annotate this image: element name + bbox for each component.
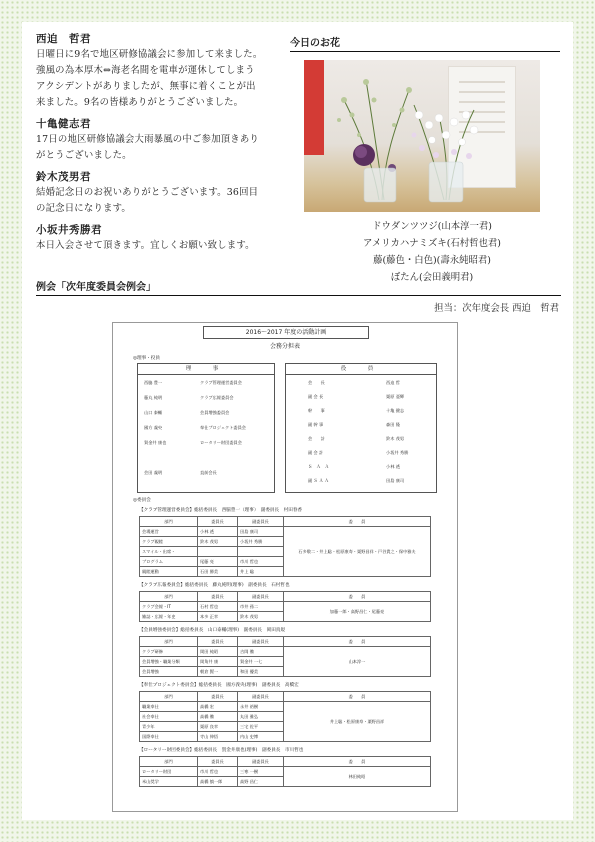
riji-role: 直前会長	[200, 470, 217, 475]
flower-caption: アメリカハナミズキ(石村哲也君)	[363, 238, 501, 249]
column-header: 部門	[140, 592, 198, 602]
committee-row	[140, 602, 431, 612]
committee-cell: 丸田 雅弘	[238, 712, 284, 722]
flower-caption: ぼたん(会田義明君)	[390, 272, 474, 283]
yakuin-row	[286, 448, 436, 458]
yakuin-row	[286, 420, 436, 430]
flower-arrangement-image	[304, 60, 540, 212]
riji-name: 國方 義央	[144, 425, 163, 430]
column-header: 委員長	[198, 692, 238, 702]
committee-cell: 田島 康司	[238, 527, 284, 537]
yakuin-row	[286, 406, 436, 416]
riji-role: ロータリー財団委員会	[200, 440, 242, 445]
flower-caption: ドウダンツツジ(山本淳一君)	[372, 221, 492, 232]
reikai-title: 例会「次年度委員会例会」	[36, 278, 561, 296]
committee-cell: プログラム	[140, 557, 198, 567]
column-header: 副委員長	[238, 692, 284, 702]
committee-cell: 親睦運動	[140, 567, 198, 577]
member-messages	[36, 32, 286, 260]
column-header: 委員長	[198, 517, 238, 527]
committee-cell: スマイル・出席・	[140, 547, 198, 557]
riji-row	[138, 408, 274, 418]
column-header: 委員長	[198, 592, 238, 602]
member-text-line: 来ました。9名の皆様ありがとうございました。	[36, 97, 244, 108]
column-header: 委 員	[284, 637, 431, 647]
member-text-line: 強風の為本厚木⇔海老名間を電車が運休してしまう	[36, 65, 255, 76]
member-text-line: アクシデントがありましたが、無事に着くことが出	[36, 81, 256, 92]
committee-cell	[198, 547, 238, 557]
member-name: 小坂井秀勝君	[36, 224, 102, 236]
committee-table	[139, 516, 431, 577]
riji-name: 会田 義明	[144, 470, 163, 475]
committee-cell: 永井 裕樹	[238, 702, 284, 712]
member-name: 鈴木茂男君	[36, 171, 91, 183]
riji-name: 山口 泰輔	[144, 410, 163, 415]
committee-heading: 【ロータリー財団委員会】総括委員長 賀金井康也(理事) 副委員長 市川哲也	[139, 748, 304, 753]
committee-cell: 国際奉仕	[140, 732, 198, 742]
doc-title: 2016～2017 年度の活動計画	[203, 326, 369, 339]
committee-members: 林田純昭	[284, 767, 431, 787]
member-message	[36, 170, 286, 217]
column-header: 部門	[140, 517, 198, 527]
committee-cell: ロータリー財団	[140, 767, 198, 777]
committee-cell: 高橋 宏	[198, 702, 238, 712]
riji-name: 西脇 豊一	[144, 380, 163, 385]
committee-row	[140, 702, 431, 712]
riji-role: 会員増強委員会	[200, 410, 230, 415]
yakuin-role: 幹 事	[308, 408, 325, 413]
doc-subtitle: 会務分担表	[269, 343, 300, 350]
column-header: 部門	[140, 637, 198, 647]
riji-row	[138, 378, 274, 388]
doc-section-label: ◎委員会	[133, 498, 151, 503]
yakuin-role: 副 幹 事	[308, 422, 324, 427]
committee-document-image	[112, 322, 458, 812]
column-header: 委 員	[284, 592, 431, 602]
committee-cell: 賀金井 一七	[238, 657, 284, 667]
committee-cell: 職業奉仕	[140, 702, 198, 712]
committee-row	[140, 527, 431, 537]
yakuin-role: 会 長	[308, 380, 325, 385]
committee-cell: 三寒 一樹	[238, 767, 284, 777]
committee-members: 山本淳一	[284, 647, 431, 677]
committee-heading: 【クラブ管理運営委員会】総括委員長 西脇豊一（理事） 副委員長 村田春香	[139, 508, 303, 513]
member-message	[36, 117, 286, 164]
riji-row	[138, 453, 274, 463]
committee-cell: クラブ研修	[140, 647, 198, 657]
committee-cell: 鈴木 茂男	[198, 537, 238, 547]
riji-role: クラブ広報委員会	[200, 395, 234, 400]
committee-heading: 【クラブ広報委員会】総括委員長 藤丸純明(理事) 副委員長 石村哲也	[139, 583, 290, 588]
yakuin-role: 副 Ｓ Ａ Ａ	[308, 478, 329, 483]
committee-cell: 和田 優美	[238, 667, 284, 677]
member-text-line: がとうございました。	[36, 150, 132, 161]
yakuin-name: 鈴木 茂男	[386, 436, 405, 441]
committee-cell: 市川 哲也	[238, 557, 284, 567]
committee-cell: 寺山 伸悟	[198, 732, 238, 742]
member-text-line: 結婚記念日のお祝いありがとうございます。36回目	[36, 187, 259, 198]
committee-table	[139, 636, 431, 677]
committee-heading: 【会員増強委員会】総括委員長 山口泰輔(理事) 副委員長 岡田真規	[139, 628, 285, 633]
member-text-line: 日曜日に9名で地区研修協議会に参加して来ました。	[36, 49, 263, 60]
flower-caption: 藤(藤色・白色)(壽永純昭君)	[373, 255, 491, 266]
yakuin-role: 副 会 計	[308, 450, 324, 455]
committee-cell: 小林 透	[198, 527, 238, 537]
column-header: 委員長	[198, 637, 238, 647]
committee-cell: 石田 勝美	[198, 567, 238, 577]
committee-table	[139, 756, 431, 787]
yakuin-name: 栗原 亜輝	[386, 394, 405, 399]
committee-cell: クラブ親睦	[140, 537, 198, 547]
yakuin-role: 副 会 長	[308, 394, 324, 399]
committee-cell: 高野 昌仁	[238, 777, 284, 787]
committee-cell: 青少年	[140, 722, 198, 732]
riji-name: 藤丸 純明	[144, 395, 163, 400]
flower-photo	[304, 60, 540, 212]
riji-header: 理 事	[138, 364, 274, 375]
member-name: 西迫 哲君	[36, 33, 91, 45]
riji-table	[137, 363, 275, 493]
flower-captions	[290, 218, 560, 286]
column-header: 副委員長	[238, 757, 284, 767]
committee-cell: 社会奉仕	[140, 712, 198, 722]
committee-cell: 鈴木 茂男	[238, 612, 284, 622]
column-header: 委 員	[284, 757, 431, 767]
riji-row	[138, 393, 274, 403]
member-name: 十亀健志君	[36, 118, 91, 130]
committee-row	[140, 647, 431, 657]
riji-row	[138, 423, 274, 433]
member-message	[36, 223, 286, 254]
committee-cell: 米山奨学	[140, 777, 198, 787]
committee-cell: 三宅 佐平	[238, 722, 284, 732]
committee-members: 加藤一郎・高野昌仁・尾藤亮	[284, 602, 431, 622]
reikai-tantou: 担当：次年度会長 西迫 哲君	[434, 303, 559, 314]
yakuin-role: Ｓ Ａ Ａ	[308, 464, 329, 469]
committee-cell	[238, 547, 284, 557]
committee-row	[140, 767, 431, 777]
yakuin-row	[286, 476, 436, 486]
committee-members: 石多敬二・井上聡・松原康寿・栗野昌祥・戸谷貴之・保中雅夫	[284, 527, 431, 577]
column-header: 部門	[140, 692, 198, 702]
yakuin-row	[286, 434, 436, 444]
committee-cell: 雑誌・広報・年史	[140, 612, 198, 622]
yakuin-name: 十亀 健志	[386, 408, 405, 413]
committee-heading: 【奉仕プロジェクト委員会】総括委員長 國方義央(理事) 副委員長 高橋宏	[139, 683, 299, 688]
committee-cell: 井上 聡	[238, 567, 284, 577]
committee-table	[139, 691, 431, 742]
committee-cell: 小坂井 秀勝	[238, 537, 284, 547]
yakuin-name: 森田 隆	[386, 422, 400, 427]
yakuin-name: 田島 康司	[386, 478, 405, 483]
committee-cell: 会員増強	[140, 667, 198, 677]
flowers-section	[290, 34, 560, 286]
committee-cell: 本多 正幸	[198, 612, 238, 622]
committee-cell: 尾藤 亮	[198, 557, 238, 567]
committee-cell: クラブ会報・IT	[140, 602, 198, 612]
committee-members: 井上聡・松原康寿・栗野昌祥	[284, 702, 431, 742]
yakuin-role: 会 計	[308, 436, 325, 441]
committee-cell: 高橋 慎一郎	[198, 777, 238, 787]
committee-cell: 会場運営	[140, 527, 198, 537]
column-header: 委 員	[284, 692, 431, 702]
committee-cell: 栗原 良幸	[198, 722, 238, 732]
committee-cell: 市井 孫二	[238, 602, 284, 612]
committee-cell: 会員増強・職業分類	[140, 657, 198, 667]
yakuin-row	[286, 378, 436, 388]
column-header: 委 員	[284, 517, 431, 527]
committee-cell: 岡田 純昭	[198, 647, 238, 657]
yakuin-table	[285, 363, 437, 493]
committee-cell: 朝倉 賢一	[198, 667, 238, 677]
column-header: 部門	[140, 757, 198, 767]
yakuin-name: 小林 透	[386, 464, 400, 469]
committee-table	[139, 591, 431, 622]
committee-cell: 高橋 徹	[198, 712, 238, 722]
committee-cell: 市川 哲也	[198, 767, 238, 777]
yakuin-header: 役 員	[286, 364, 436, 375]
member-text-line: 本日入会させて頂きます。宜しくお願い致します。	[36, 240, 255, 251]
riji-row	[138, 468, 274, 478]
yakuin-row	[286, 462, 436, 472]
riji-role: 奉仕プロジェクト委員会	[200, 425, 246, 430]
newsletter-page	[22, 22, 573, 820]
yakuin-row	[286, 392, 436, 402]
member-text-line: 17日の地区研修協議会大雨暴風の中ご参加頂きあり	[36, 134, 259, 145]
doc-section-label: ◎理事・役員	[133, 356, 160, 361]
column-header: 副委員長	[238, 637, 284, 647]
riji-row	[138, 438, 274, 448]
flowers-title: 今日のお花	[290, 34, 560, 52]
committee-cell: 内山 史博	[238, 732, 284, 742]
column-header: 委員長	[198, 757, 238, 767]
committee-cell: 石村 哲也	[198, 602, 238, 612]
member-text-line: の記念日になります。	[36, 203, 131, 214]
yakuin-name: 小坂井 秀勝	[386, 450, 409, 455]
column-header: 副委員長	[238, 517, 284, 527]
member-message	[36, 32, 286, 111]
riji-role: クラブ管理運営委員会	[200, 380, 242, 385]
yakuin-name: 西迫 哲	[386, 380, 400, 385]
riji-name: 賀金井 康也	[144, 440, 167, 445]
committee-cell: 吉岡 徹	[238, 647, 284, 657]
committee-cell: 岡角井 康	[198, 657, 238, 667]
column-header: 副委員長	[238, 592, 284, 602]
